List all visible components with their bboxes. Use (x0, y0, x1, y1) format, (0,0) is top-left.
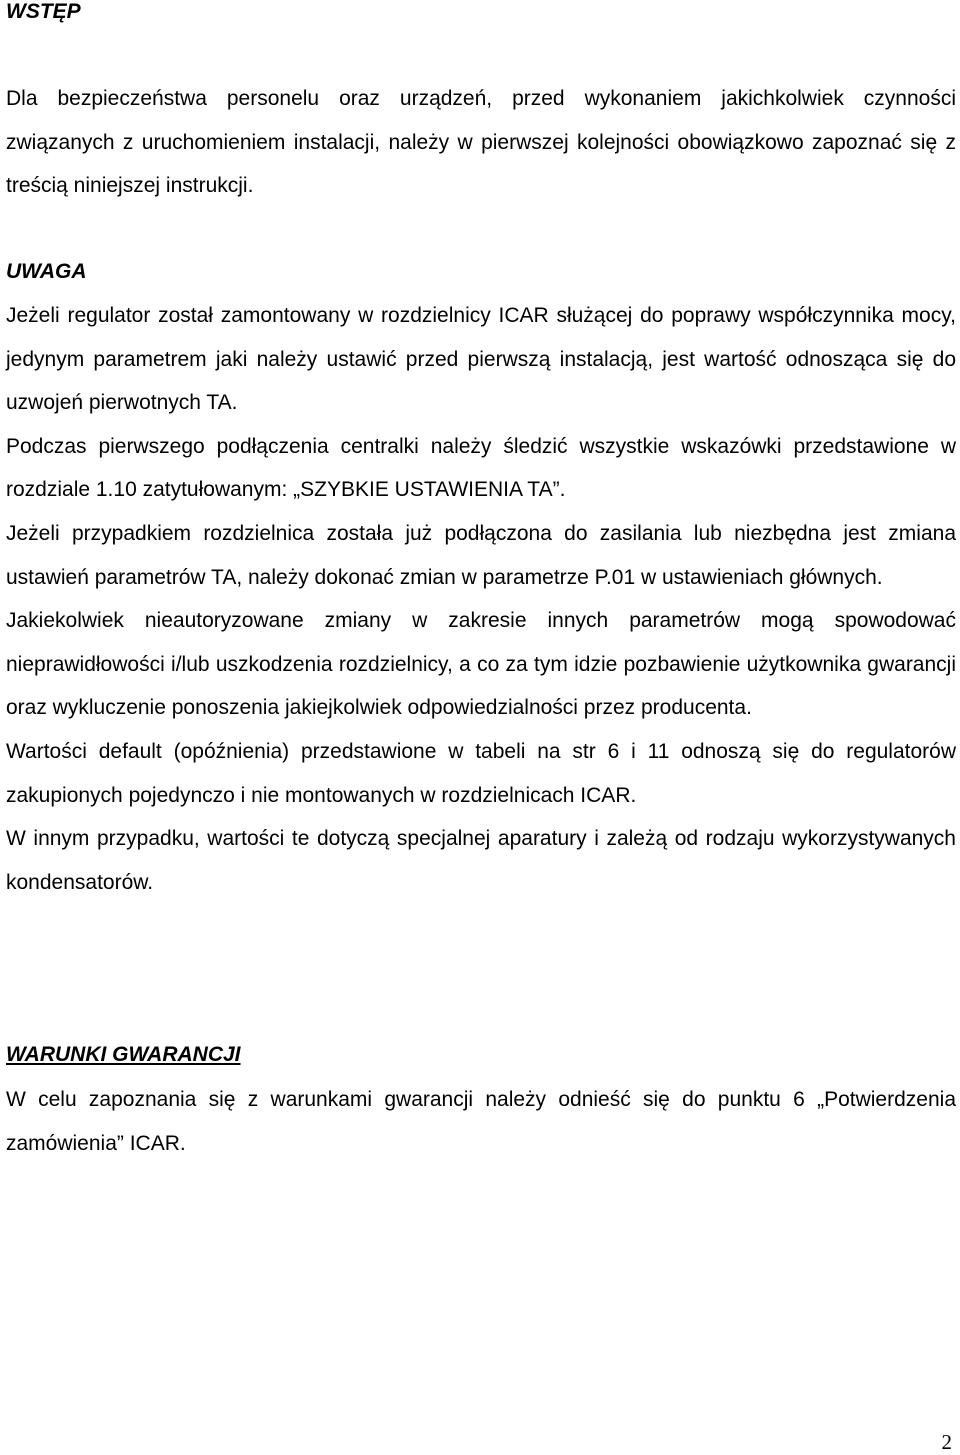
warning-paragraph: Jeżeli regulator został zamontowany w rozdzielnicy ICAR służącej do poprawy współczynnika mocy, jedynym parametrem jaki należy ustawić przed pierwszą instalacją, jest wartość odnosząca się do uzwojeń pierwotnych TA. (6, 304, 956, 415)
warning-paragraph: Podczas pierwszego podłączenia centralki należy śledzić wszystkie wskazówki przedstawione w rozdziale 1.10 zatytułowanym: „SZYBKIE USTAWIENIA TA”. (6, 434, 956, 502)
section-heading-warning: UWAGA (6, 260, 87, 283)
warning-paragraph: Jeżeli przypadkiem rozdzielnica została już podłączona do zasilania lub niezbędna jest zmiana ustawień parametrów TA, należy dokonać zmian w parametrze P.01 w ustawieniach głównych. (6, 521, 956, 589)
warning-paragraph: W innym przypadku, wartości te dotyczą specjalnej aparatury i zależą od rodzaju wykorzystywanych kondensatorów. (6, 827, 956, 894)
warning-paragraph: Wartości default (opóźnienia) przedstawione w tabeli na str 6 i 11 odnoszą się do regulatorów zakupionych pojedynczo i nie montowanych w rozdzielnicach ICAR. (6, 739, 956, 807)
warranty-paragraph: W celu zapoznania się z warunkami gwarancji należy odnieść się do punktu 6 „Potwierdzenia zamówienia” ICAR. (6, 1088, 956, 1155)
intro-paragraph: Dla bezpieczeństwa personelu oraz urządzeń, przed wykonaniem jakichkolwiek czynności związanych z uruchomieniem instalacji, należy w pierwszej kolejności obowiązkowo zapoznać się z treścią niniejszej instrukcji. (6, 87, 956, 198)
section-heading-warranty: WARUNKI GWARANCJI (6, 1043, 241, 1066)
page-number: 2 (941, 1430, 952, 1454)
warning-text-block (6, 294, 956, 904)
section-heading-intro: WSTĘP (6, 0, 81, 23)
warning-paragraph: Jakiekolwiek nieautoryzowane zmiany w zakresie innych parametrów mogą spowodować nieprawidłowości i/lub uszkodzenia rozdzielnicy, a co za tym idzie pozbawienie użytkownika gwarancji oraz wykluczenie ponoszenia jakiejkolwiek odpowiedzialności przez producenta. (6, 609, 956, 720)
